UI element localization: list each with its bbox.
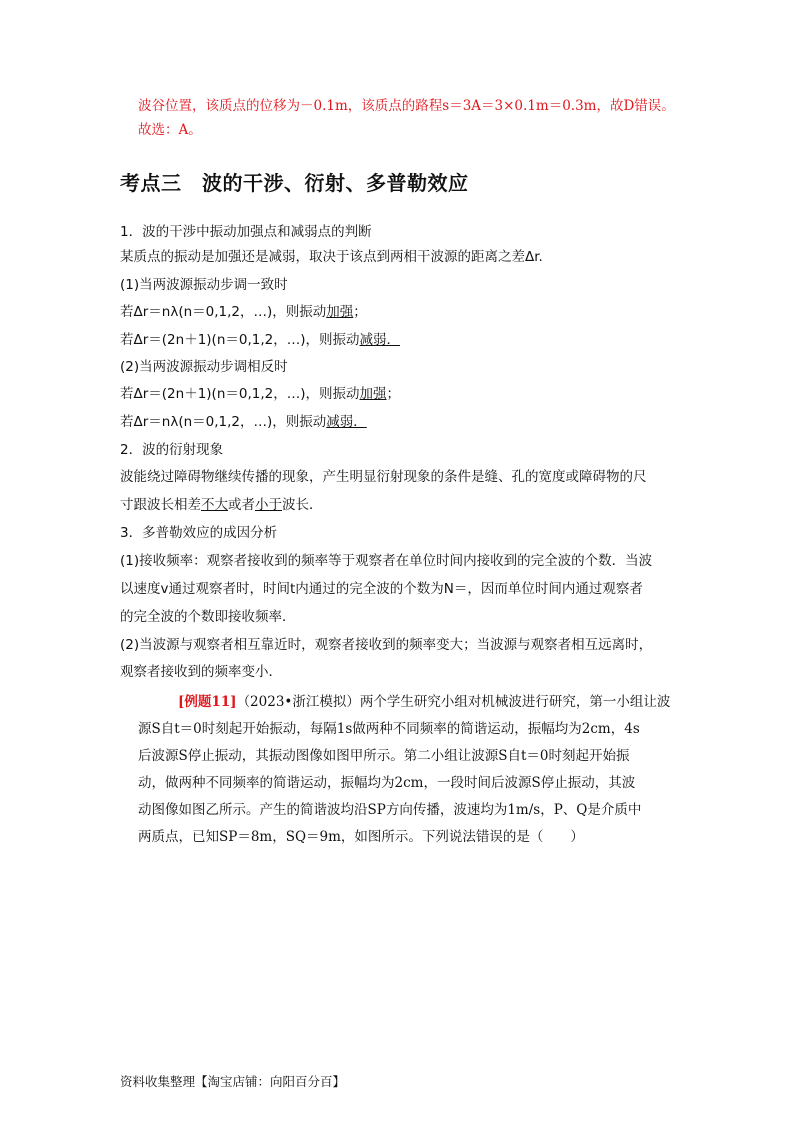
example-line-2: 源S自t＝0时刻起开始振动，每隔1s做两种不同频率的简谐运动，振幅均为2cm，4s [138, 721, 640, 737]
p1-case2-b-text: 若Δr＝nλ(n＝0,1,2，…)，则振动 [120, 414, 327, 430]
answer-line-2: 故选：A。 [138, 122, 202, 138]
p1-case1-a-key: 加强 [326, 304, 354, 320]
answer-line-1: 波谷位置，该质点的位移为－0.1m，该质点的路程s＝3A＝3×0.1m＝0.3m，故D错误。 [138, 98, 675, 114]
example-line-3: 后波源S停止振动，其振动图像如图甲所示。第二小组让波源S自t＝0时刻起开始振 [138, 748, 630, 764]
p1-case1-b-text: 若Δr＝(2n＋1)(n＝0,1,2，…)，则振动 [120, 332, 360, 348]
p2-line2-key1: 不大 [201, 497, 228, 513]
p1-case1-a [120, 302, 367, 322]
page-footer: 资料收集整理【淘宝店铺：向阳百分百】 [120, 1074, 346, 1089]
p1-case1-b-key: 减弱． [359, 332, 400, 348]
example-line-6: 两质点，已知SP＝8m，SQ＝9m，如图所示。下列说法错误的是（ ） [138, 829, 584, 845]
example-line-4: 动，做两种不同频率的简谐运动，振幅均为2cm，一段时间后波源S停止振动，其波 [138, 775, 636, 791]
example-line-1 [178, 692, 670, 712]
p1-case2-a-end: ； [386, 386, 400, 402]
p2-line1: 波能绕过障碍物继续传播的现象，产生明显衍射现象的条件是缝、孔的宽度或障碍物的尺 [120, 469, 647, 485]
example-line-1-text: （2023•浙江模拟）两个学生研究小组对机械波进行研究，第一小组让波 [236, 694, 671, 710]
p2-heading: 2．波的衍射现象 [120, 442, 224, 458]
p1-heading: 1．波的干涉中振动加强点和减弱点的判断 [120, 224, 372, 240]
p1-case1: (1)当两波源振动步调一致时 [120, 277, 288, 293]
p1-case2: (2)当两波源振动步调相反时 [120, 359, 288, 375]
p1-case2-a-key: 加强 [359, 386, 387, 402]
p3-line4: (2)当波源与观察者相互靠近时，观察者接收到的频率变大；当波源与观察者相互远离时， [120, 637, 653, 653]
p3-line3: 的完全波的个数即接收频率． [120, 609, 296, 625]
p2-line2-key2: 小于 [255, 497, 282, 513]
p3-heading: 3．多普勒效应的成因分析 [120, 525, 278, 541]
p3-line1: (1)接收频率：观察者接收到的频率等于观察者在单位时间内接收到的完全波的个数．当波 [120, 553, 653, 569]
p1-case2-b-key: 减弱． [326, 414, 367, 430]
p2-line2-mid: 或者 [228, 497, 255, 513]
section-title: 考点三 波的干涉、衍射、多普勒效应 [120, 171, 469, 195]
p2-line2 [120, 495, 323, 515]
example-line-5: 动图像如图乙所示。产生的简谐波均沿SP方向传播，波速均为1m/s，P、Q是介质中 [138, 802, 642, 818]
example-tag: [例题11] [178, 694, 237, 710]
p2-line2-end: 波长． [282, 497, 323, 513]
p1-case1-b [120, 330, 400, 350]
p1-case1-a-end: ； [353, 304, 367, 320]
p1-line1: 某质点的振动是加强还是减弱，取决于该点到两相干波源的距离之差Δr. [120, 249, 543, 265]
p3-line2: 以速度v通过观察者时，时间t内通过的完全波的个数为N＝，因而单位时间内通过观察者 [120, 581, 643, 597]
p1-case1-a-text: 若Δr＝nλ(n＝0,1,2，…)，则振动 [120, 304, 327, 320]
p3-line5: 观察者接收到的频率变小． [120, 664, 282, 680]
p1-case2-b [120, 412, 367, 432]
p1-case2-a [120, 384, 400, 404]
p2-line2-text: 寸跟波长相差 [120, 497, 201, 513]
p1-case2-a-text: 若Δr＝(2n＋1)(n＝0,1,2，…)，则振动 [120, 386, 360, 402]
